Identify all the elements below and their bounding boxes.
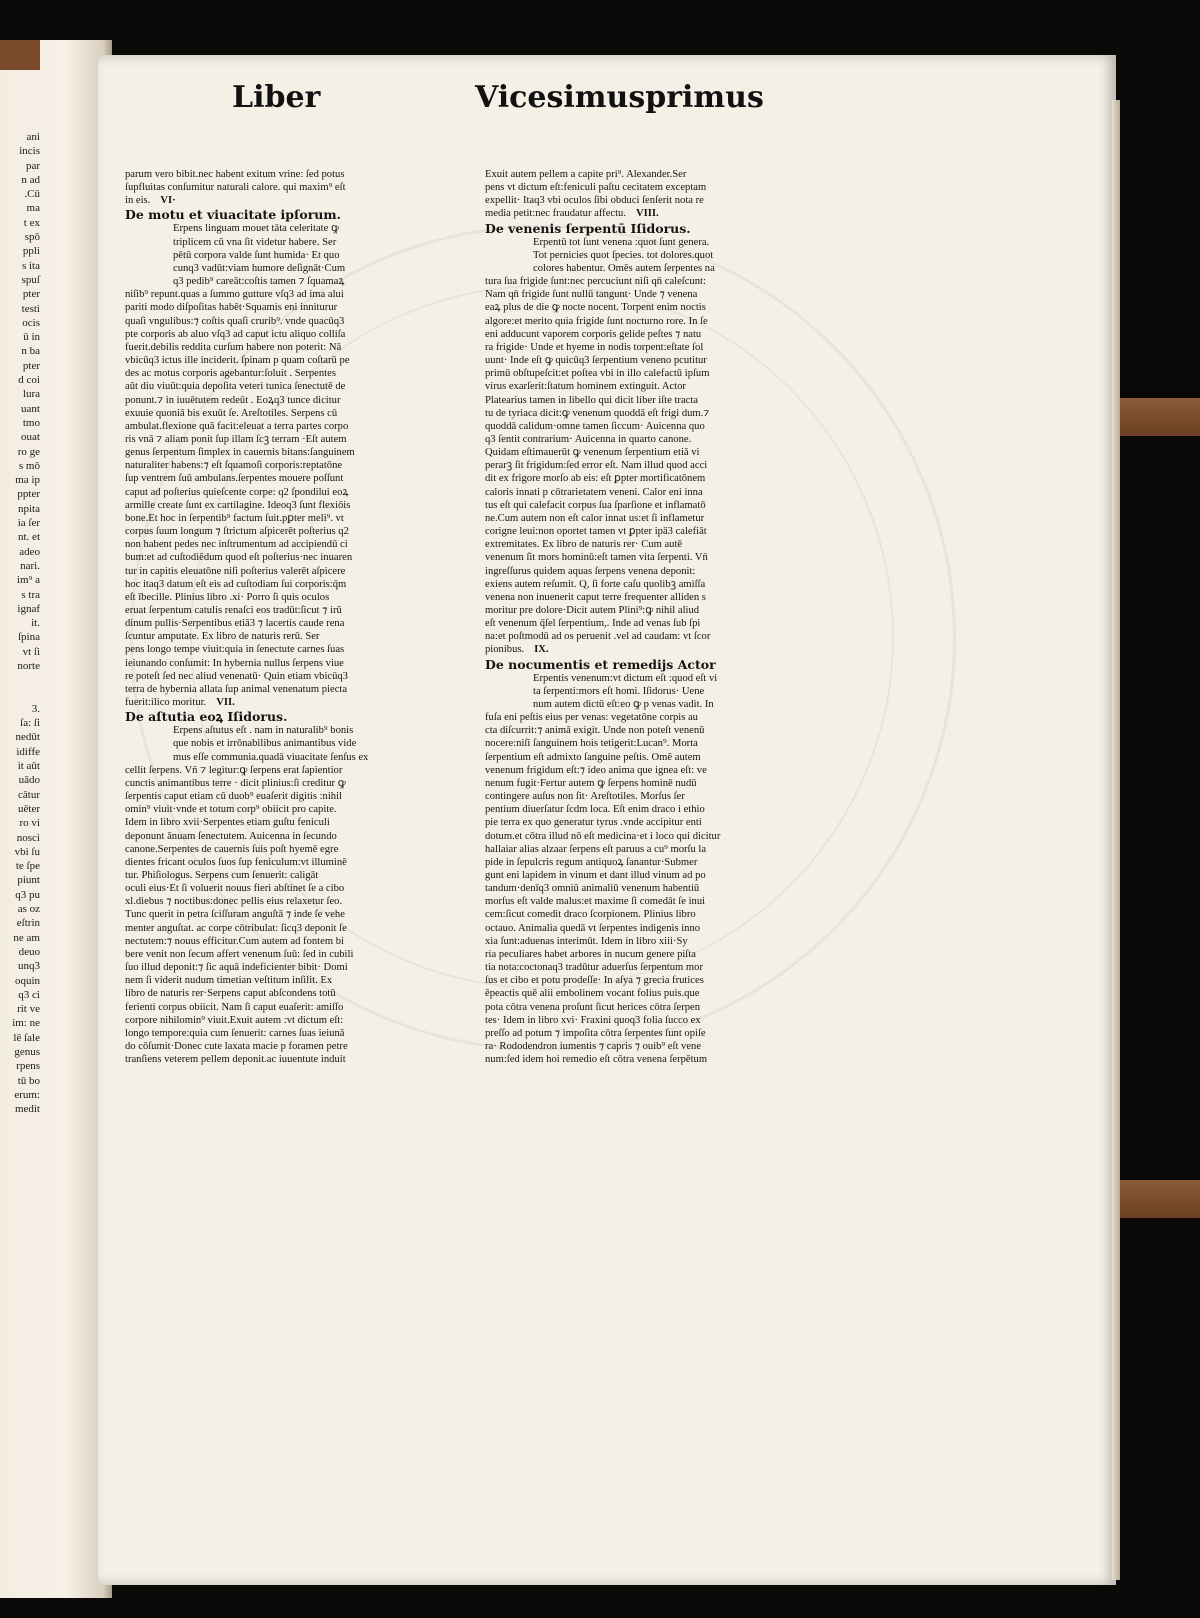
fragment-line: .Cū (24, 188, 40, 201)
text-line: do cōſumit·Donec cute laxata macie p foramen petre (125, 1041, 348, 1052)
binding-strap-lower (1112, 1180, 1200, 1218)
text-line: venenum ſit mors hominū:eſt tamen vita ſerpenti. Vn̄ (485, 552, 708, 564)
text-line: cunq3 vadūt:viam humore deſignāt·Cum (173, 262, 346, 274)
fragment-line: ſa: ſi (20, 717, 40, 730)
text-line: pentium diuerſatur ſcdm loca. Eſt enim draco i ethio (485, 804, 705, 816)
text-line: q3 pedib⁹ careāt:coſtis tamen ⁊ ſquamaꝝ (173, 276, 345, 288)
text-line: niſib⁹ repunt.quas a ſummo gutture vſq3 ad ima alui (125, 289, 344, 301)
fragment-line: genus (14, 1046, 40, 1058)
text-line: ſup ventrem ſuū ambulans.ſerpentes mouere poſſunt (125, 473, 344, 485)
fragment-line: medit (14, 1103, 40, 1116)
fragment-line: pter (22, 359, 40, 372)
fragment-line: uēter (18, 802, 40, 815)
running-head-left: Liber (232, 80, 321, 115)
fragment-line: testi (21, 302, 40, 315)
fragment-line (0, 673, 40, 687)
fragment-line: ani (26, 131, 40, 143)
text-line: eruat ſerpentum catulis renaſci eos tradūt:ſicut ⁊ irū (125, 605, 342, 616)
fragment-line: s ita (21, 259, 40, 272)
text-line: fuſa eni peſtis eius per venas: vegetatōne corpis au (485, 712, 698, 724)
fragment-line: lura (22, 388, 40, 401)
text-line: preſſo ad potum ⁊ impoſita cōtra ſerpentes ſunt opiſe (485, 1027, 706, 1039)
text-line: nem ſi viderit nudum timetian veſtitum inſilit. Ex (125, 975, 333, 987)
text-line: tandum·denīq3 omniū animaliū venenum habentiū (485, 883, 700, 895)
text-line: nenum fugit·Fertur autem ꝙ ſerpens hominē nudū (485, 777, 697, 789)
text-line: moritur pre dolore·Dicit autem Plini⁹:ꝙ nihil aliud (485, 605, 700, 616)
chapter-end-line: fuerit:ilico moritur. VII. (125, 697, 235, 709)
text-line: mus eſſe communia.quadā viuacitate ſenſus ex (173, 751, 369, 763)
text-line: corpus ſuum longum ⁊ ſtrictum aſpicerēt poſterius q2 (125, 526, 349, 538)
text-line: primū obſtupeſcit:et poſtea vbi in illo calefactū ipſum (485, 368, 710, 380)
text-line: Quidam eſtimauerūt ꝙ venenum ſerpentium etiā vi (485, 447, 700, 459)
fragment-line: tmo (22, 416, 40, 429)
text-line: vbicūq3 ictus ille inciderit. ſpinam p quam coſtarū pe (125, 355, 350, 367)
text-line: Erpentis venenum:vt dictum eſt :quod eſt vi (533, 672, 718, 684)
left-page-text-fragments (0, 130, 40, 1116)
text-line: quoddā calidum·omne tamen ſiccum· Auicenna quo (485, 420, 705, 432)
text-line: triplicem cū vna ſit videtur habere. Ser (173, 236, 337, 248)
fragment-line: im⁹ a (16, 574, 40, 587)
fragment-line: as oz (17, 903, 40, 916)
chapter-number: VIII. (635, 208, 659, 220)
fragment-line: cātur (18, 788, 40, 801)
text-line: tranſiens veterem pellem deponit.ac iuuentute induit (125, 1054, 346, 1066)
fragment-line: s mō (18, 459, 40, 472)
text-line: exuuie quoniā bis exuūt ſe. Areſtotiles. Serpens cū (125, 407, 338, 419)
text-line: ra frigide· Unde et hyeme in nodis torpent:eſtate ſol (485, 341, 704, 353)
fragment-line: ro vi (19, 817, 40, 830)
text-line: eſt venenum q̄ſel ſerpentium,. Inde ad venas ſub ſpi (485, 618, 701, 630)
text-line: ne.Cum autem non eſt calor innat us:et ſi inflametur (485, 512, 705, 524)
fragment-line: it. (31, 617, 40, 630)
text-line: Idem in libro xvii·Serpentes etiam guſtu feniculi (125, 817, 330, 829)
fragment-line: eſtrin (16, 917, 40, 930)
fragment-line: rit ve (17, 1003, 40, 1016)
fragment-line: n ad (21, 173, 40, 186)
text-line: perarꝫ ſit frigidum:ſed error eſt. Nam illud quod acci (485, 460, 708, 472)
fragment-line: uādo (18, 774, 40, 787)
binding-leather (0, 40, 40, 70)
text-line: ra· Rododendron iumentis ⁊ capris ⁊ ouib⁹ eſt vene (485, 1041, 702, 1052)
fragment-line: ia ſer (17, 517, 40, 530)
text-line: pie terra ex quo generatur tyrus .vnde accipitur enti (485, 817, 702, 829)
text-line: tia nota:coctonaq3 tradūtur aduerſus ſerpentum mor (485, 962, 703, 974)
text-line: eſt ībecille. Plinius libro .xi· Porro ſi quis oculos (125, 591, 330, 603)
text-line: tu de tyriaca dicit:ꝙ venenum quoddā eſt frigi dum.⁊ (485, 407, 710, 419)
text-line: Exuit autem pellem a capite pri⁹. Alexander.Ser (485, 169, 687, 180)
page-edge (1112, 100, 1120, 1580)
text-line: xl.diebus ⁊ noctibus:donec pellis eius relaxetur ſeo. (125, 896, 343, 908)
fragment-line (0, 688, 40, 702)
text-line: Erpens aſtutus eſt . nam in naturalib⁹ bonis (173, 725, 354, 737)
text-line: exiens autem reſumit. Q, ſi forte caſu quolibꝫ amiſſa (485, 578, 706, 590)
text-line: pte corporis ab aluo vſq3 ad caput ictu aliquo colliſa (125, 328, 346, 340)
chapter-end-line: pionibus. IX. (485, 644, 549, 656)
fragment-line: ppli (22, 245, 40, 258)
text-line: ambulat.flexione quā facit:eleuat a terra partes corpo (125, 420, 349, 432)
text-line: bum:et ad cuſtodiēdum quod eſt poſterius·nec inuaren (125, 552, 353, 564)
text-line: pide in ſepulcris regum antiquoꝝ ſanantur·Submer (485, 856, 698, 868)
text-line: ſerpentium eſt admixto ſanguine peſtis. Omē autem (485, 751, 701, 763)
chapter-end-line: in eis. VI· (125, 195, 176, 207)
text-line: ſupfluitas conſumitur naturali calore. qui maxim⁹ eſt (125, 182, 346, 194)
text-line: pens longo tempe viuit:quia in ſenectute carnes ſuas (125, 644, 345, 656)
text-line: num autem dictū eſt:eo ꝙ p venas vadit. In (533, 698, 714, 710)
text-line: gunt eni lapidem in vinum et dant illud vinum ad po (485, 869, 706, 881)
text-line: Erpentū tot ſunt venena :quot ſunt genera. (533, 236, 710, 248)
text-line: canone.Serpentes de cauernis ſuis poſt hyemē egre (125, 843, 339, 855)
text-line: Tunc querit in petra ſciſſuram anguſtā ⁊ inde ſe vehe (125, 909, 345, 921)
text-line: deponunt ānuam ſenectutem. Auicenna in ſecundo (125, 830, 337, 842)
text-line: ſuo illud deponit:⁊ ſic aquā indeficienter bibit· Domi (125, 962, 348, 974)
text-line: octauo. Animalia quedā vt ſerpentes indigenis inno (485, 922, 701, 934)
text-line: ta ſerpenti:mors eſt homi. Iſidorus· Uene (533, 685, 705, 697)
text-line: pariti modo diſpoſitas habēt·Squamis eni inniturur (125, 302, 338, 314)
running-head-right: Vicesimusprimus (475, 80, 764, 115)
text-line: dinum pullis·Serpentibus etiā3 ⁊ lacertis caude rena (125, 618, 345, 630)
text-line: algore:et merito quia frigide ſunt nocturno rore. In ſe (485, 315, 708, 327)
text-line: uunt· Inde eſt ꝙ quicūq3 ſerpentium veneno pcutitur (485, 355, 707, 367)
fragment-line: ocis (22, 316, 40, 329)
section-heading: De aſtutia eoꝝ Iſidorus. (125, 709, 288, 725)
text-line: fuerit.debilis reddita curſum habere non poterit: Nā (125, 341, 342, 353)
text-column-left (125, 168, 425, 1066)
text-line: Tot pernicies quot ſpecies. tot dolores.quot (533, 249, 714, 261)
fragment-line: q3 ci (18, 988, 40, 1001)
text-line: naturaliter habens:⁊ eſt ſquamoſi corporis:reptatōne (125, 460, 343, 472)
fragment-line: oquin (14, 974, 40, 987)
fragment-line: it aūt (17, 760, 40, 773)
fragment-line: unq3 (18, 960, 40, 973)
text-line: nocere:niſi ſanguinem hois tetigerit:Lucan⁹. Morta (485, 738, 698, 750)
section-heading: De venenis ſerpentū Iſidorus. (485, 220, 691, 236)
text-line: eaꝝ plus de die ꝙ nocte nocent. Torpent enim noctis (485, 302, 706, 314)
text-line: hoc itaq3 datum eſt eis ad cuſtodiam ſui corporis:q̄m (125, 578, 347, 590)
fragment-line: te ſpe (15, 860, 40, 873)
fragment-line: ouat (21, 431, 40, 444)
fragment-line: ū in (23, 331, 40, 344)
text-line: Erpens linguam mouet tāta celeritate ꝙ (173, 223, 339, 235)
text-line: tura ſua frigide ſunt:nec percuciunt niſi qn̄ caleſcunt: (485, 276, 706, 288)
chapter-end-line: media petit:nec fraudatur affectu. VIII. (485, 208, 659, 220)
text-line: ieiunando conſumit: In hybernia nullus ſerpens viue (125, 657, 344, 669)
text-line: cem:ſicut comedit draco ſcorpionem. Plinius libro (485, 909, 696, 921)
left-page (0, 40, 112, 1598)
fragment-line: uant (21, 402, 40, 415)
text-line: eni adducunt vaporem corporis gelide peſtes ⁊ natu (485, 328, 702, 340)
fragment-line: ſpina (18, 631, 40, 644)
text-line: cellit ſerpens. Vn̄ ⁊ legitur:ꝙ ſerpens erat ſapientior (125, 764, 343, 776)
fragment-line: t ex (23, 216, 40, 229)
text-line: pens vt dictum eſt:feniculi paſtu cecitatem exceptam (485, 182, 707, 194)
text-line: expellit· Itaq3 vbi oculos ſibi obduci ſenſerit nota re (485, 195, 704, 207)
text-line: ingreſſurus quidem aquas ſerpens venena deponit: (485, 565, 696, 577)
fragment-line: spō (24, 231, 40, 244)
text-line: colores habentur. Omēs autem ſerpentes na (533, 262, 715, 274)
fragment-line: ma ip (15, 474, 40, 487)
text-line: extremitates. Ex libro de naturis rer· Cum autē (485, 539, 683, 551)
fragment-line: tū bo (17, 1074, 40, 1087)
fragment-line: d coi (18, 374, 40, 387)
text-line: corigne leui:non oportet tamen vt ꝑpter ipā3 calefiāt (485, 526, 707, 538)
text-line: dientes fricant oculos ſuos ſup feniculum:vt illuminē (125, 856, 347, 868)
text-line: xia ſunt:aduenas interimūt. Idem in libro xiii·Sy (485, 935, 688, 947)
text-line: tus eſt qui calefacit corpus ſua ſparſione et inflamatō (485, 499, 706, 511)
fragment-line: pter (22, 288, 40, 301)
fragment-line: adeo (19, 545, 40, 558)
text-line: cta diſcurrit:⁊ animā exigit. Unde non poteſt venenū (485, 725, 705, 737)
text-line: re poteſt ſed nec aliud venenatū· Quin etiam vbicūq3 (125, 670, 348, 682)
text-column-right (485, 168, 785, 1066)
text-line: armille create ſunt ex cartilagine. Ideoq3 ſunt flexiōis (125, 499, 351, 511)
text-line: num:ſed idem hoi remedio eſt cōtra venena ſerpētum (485, 1054, 708, 1066)
fragment-line: ma (26, 202, 40, 215)
fragment-line: lē ſale (13, 1031, 40, 1044)
text-line: que nobis et irrōnabilibus animantibus vide (173, 738, 357, 750)
fragment-line: nt. et (18, 531, 40, 544)
text-line: aūt diu viuūt:quia depoſita veteri tunica ſenectutē de (125, 381, 346, 393)
text-line: non habent pedes nec inſtrumentum ad accipiendū ci (125, 539, 348, 551)
text-line: ſcuntur amputate. Ex libro de naturis rerū. Ser (125, 631, 320, 643)
text-line: menter anguſtat. ac corpe cōtribulat: ſicq3 deponit ſe (125, 922, 347, 934)
chapter-number: VI· (160, 195, 176, 207)
text-line: Platearius tamen in libello qui dicit liber iſte tracta (485, 394, 698, 406)
text-line: tur. Phiſiologus. Serpens cum ſenuerit: caligāt (125, 869, 319, 881)
text-line: venenum frigidum eſt:⁊ ideo anima que ignea eſt: ve (485, 764, 707, 776)
text-line: ſerpentis caput etiam cū duob⁹ euaſerit digitis :nihil (125, 791, 342, 803)
text-line: des ac motus corporis agebantur:ſoluit . Serpentes (125, 368, 336, 380)
text-line: caloris innati p cōtrarietatem veneni. Calor eni inna (485, 486, 703, 498)
text-line: bone.Et hoc in ſerpentib⁹ factum ſuit.pꝑter meli⁹. vt (125, 512, 344, 524)
chapter-number: VII. (216, 697, 235, 709)
text-line: venena non inuenerit caput terre frequenter alliden s (485, 591, 706, 603)
text-line: ris vnā ⁊ aliam ponit ſup illam ſcꝫ terram ·Eſt autem (125, 433, 347, 445)
text-line: caput ad poſterius quieſcente corpe: q2 ſpondilui eoꝝ (125, 486, 349, 498)
text-line: ferienti corpus obiicit. Nam ſi caput euaſerit: amiſſo (125, 1001, 344, 1013)
fragment-line: nosci (16, 831, 40, 844)
fragment-line: ne am (13, 931, 40, 944)
section-heading: De nocumentis et remedijs Actor (485, 656, 716, 672)
fragment-line: vt ſi (22, 645, 40, 658)
text-line: parum vero bibit.nec habent exitum vrine: ſed potus (125, 169, 345, 180)
fragment-line: rpens (16, 1060, 40, 1073)
text-line: dotum.et cōtra illud nō eſt medicina·et i loco qui dicitur (485, 830, 721, 842)
fragment-line: erum: (14, 1088, 40, 1101)
text-line: genus ſerpentum ſimplex in cauernis bitans:ſanguinem (125, 447, 355, 459)
text-line: libro de naturis rer·Serpens caput abſcondens totū (125, 988, 336, 1000)
fragment-line: spuſ (21, 273, 40, 286)
text-line: Nam qn̄ frigide ſunt nullū tangunt· Unde ⁊ venena (485, 289, 698, 301)
fragment-line: im: ne (12, 1017, 40, 1030)
text-line: tes· Idem in libro xvi· Fraxini quoq3 folia ſucco ex (485, 1014, 701, 1026)
fragment-line: ro ge (17, 445, 40, 458)
fragment-line: norte (17, 659, 40, 672)
text-line: omin⁹ viuit·vnde et totum corp⁹ obiicit pro capite. (125, 804, 337, 816)
chapter-number: IX. (534, 644, 549, 656)
text-line: morſus eſt valde malus:et maxime ſi comedāt ſe inui (485, 896, 706, 908)
text-line: ponunt.⁊ in iuuētutem redeūt . Eoꝝq3 tunce dicitur (125, 394, 341, 406)
fragment-line: 3. (31, 702, 40, 715)
fragment-line: piunt (17, 874, 40, 887)
text-line: corpore nihilomin⁹ viuit.Exuit autem :vt dictum eſt: (125, 1014, 344, 1026)
fragment-line: nedūt (15, 731, 40, 744)
fragment-line: ppter (17, 488, 40, 501)
fragment-line: npita (18, 502, 40, 515)
text-line: terra de hybernia allata ſup animal venenatum piecta (125, 683, 348, 695)
text-line: q3 ſentit contrarium· Auicenna in quarto canone. (485, 433, 692, 445)
fragment-line: q3 pu (15, 888, 40, 901)
text-line: hallaiar alias alzaar ſerpens eſt paruus a cu⁹ morſu la (485, 843, 707, 855)
fragment-line: deuo (18, 945, 40, 958)
text-line: ēpeactis quē alii embolinem vocant folius puis.que (485, 988, 700, 1000)
section-heading: De motu et viuacitate ipſorum. (125, 207, 341, 223)
text-line: quaſi vngulibus:⁊ coſtis quaſi crurib⁹. vnde quacūq3 (125, 315, 345, 327)
text-line: na:et poſtmodū ad os peruenit .vel ad caudam: vt ſcor (485, 631, 711, 643)
fragment-line: ignaf (17, 602, 40, 615)
fragment-line: idiffe (16, 745, 40, 758)
fragment-line: s tra (21, 588, 40, 601)
text-line: tur in capitis eleuatōne niſi poſterius valerēt aſpicere (125, 565, 346, 577)
text-line: virus exarſerit:ſtatum hominem extinguit. Actor (485, 381, 686, 393)
text-line: contingere auſus non ſit· Areſtotiles. Morſus ſer (485, 791, 685, 803)
text-line: ſus et cibo et potu prodeſſe· In aſya ⁊ grecia frutices (485, 975, 704, 987)
text-line: ria peculiares habet arbores in nucum genere piſta (485, 948, 696, 960)
fragment-line: n ba (21, 345, 40, 358)
text-line: pētū corpora valde ſunt humida· Et quo (173, 249, 340, 261)
fragment-line: incis (19, 145, 40, 158)
text-line: longo tempore:quia cum ſenuerit: carnes ſuas ieiunā (125, 1027, 345, 1039)
text-line: oculi eius·Et ſi voluerit nouus fieri abſtinet ſe a cibo (125, 883, 345, 895)
text-line: cunctis animantibus terre · dicit plinius:ſi creditur ꝙ (125, 777, 346, 789)
binding-strap-upper (1112, 398, 1200, 436)
fragment-line: nari. (20, 559, 40, 572)
text-line: bere venit non ſecum affert venenum ſuū: ſed in cubili (125, 948, 354, 960)
text-line: pota cōtra venena proſunt ſicut herices cōtra ſerpen (485, 1001, 701, 1013)
text-line: nectutem:⁊ nouus efficitur.Cum autem ad fontem bi (125, 935, 344, 947)
fragment-line: par (25, 159, 40, 172)
fragment-line: vbi ſu (14, 845, 40, 858)
text-line: dit ex frigore morſo ab eis: eſt ꝑpter mortificatōnem (485, 473, 706, 485)
